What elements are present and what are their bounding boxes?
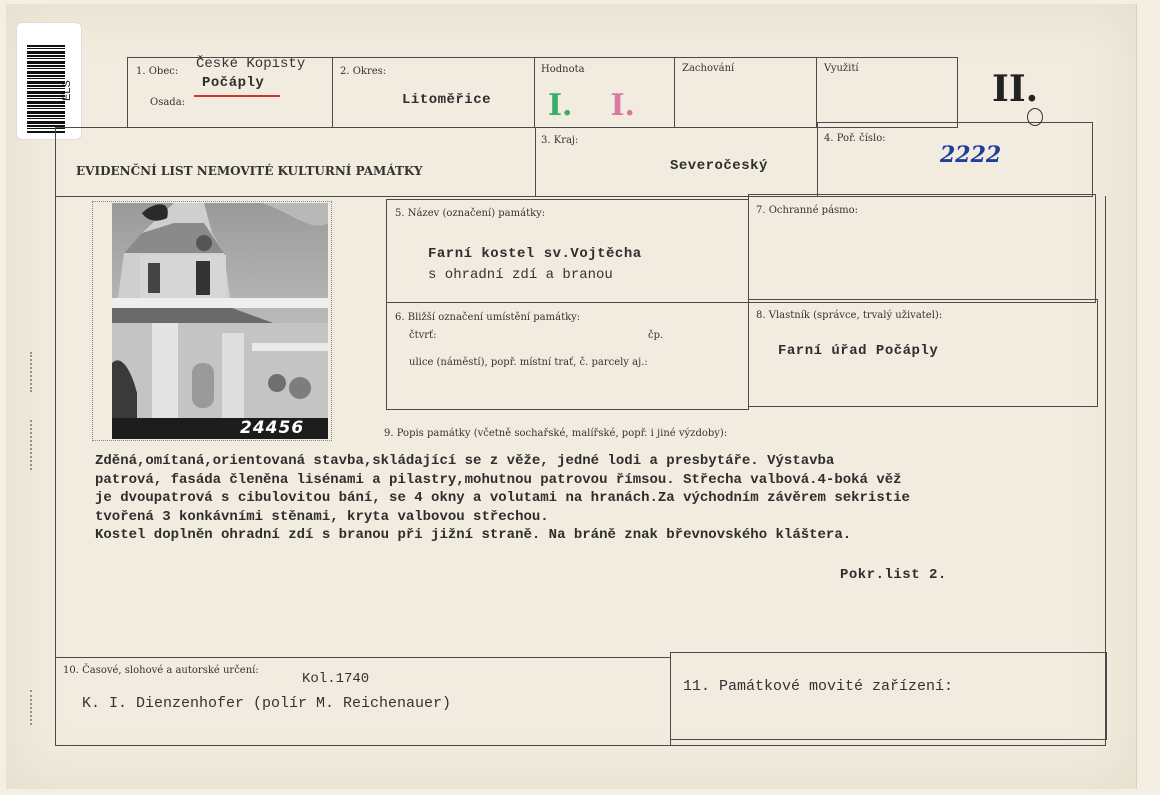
- obec-value: České Kopisty: [196, 56, 306, 72]
- vlastnik-label: 8. Vlastník (správce, trvalý uživatel):: [756, 310, 943, 321]
- osada-value: Počáply: [202, 75, 265, 91]
- nazev-line1: Farní kostel sv.Vojtěcha: [428, 246, 642, 262]
- barcode-sticker: [16, 22, 82, 140]
- obec-label: 1. Obec:: [136, 66, 179, 77]
- barcode-icon: [27, 45, 65, 133]
- binding-hole: [30, 420, 40, 470]
- vlastnik-value: Farní úřad Počáply: [778, 343, 939, 359]
- autor-value: K. I. Dienzenhofer (polír M. Reichenauer): [82, 695, 452, 712]
- form-title: EVIDENČNÍ LIST NEMOVITÉ KULTURNÍ PAMÁTKY: [76, 164, 423, 178]
- hodnota-label: Hodnota: [541, 64, 585, 75]
- cp-label: čp.: [648, 330, 664, 341]
- nazev-label: 5. Název (označení) památky:: [395, 208, 546, 219]
- barcode-label: ELS: [61, 80, 73, 101]
- popis-line: patrová, fasáda členěna lisénami a pilastry,mohutnou patrovou římsou. Střecha valbová.4-boká věž: [95, 471, 902, 488]
- datace-value: Kol.1740: [302, 671, 370, 687]
- pasmo-label: 7. Ochranné pásmo:: [756, 205, 859, 216]
- umisteni-label: 6. Bližší označení umístění památky:: [395, 312, 581, 323]
- osada-label: Osada:: [150, 97, 186, 108]
- popis-line: Kostel doplněn ohradní zdí s branou při jižní straně. Na bráně znak břevnovského kláštera.: [95, 527, 852, 543]
- movite-label: 11. Památkové movité zařízení:: [683, 678, 954, 695]
- pokr-note: Pokr.list 2.: [840, 567, 947, 583]
- kraj-value: Severočeský: [670, 158, 768, 174]
- ctvrt-label: čtvrť:: [409, 330, 437, 341]
- nazev-line2: s ohradní zdí a branou: [428, 267, 613, 283]
- church-photo: [112, 203, 328, 439]
- popis-line: je dvoupatrová s cibulovitou bání, se 4 okny a volutami na hranách.Za východním závěrem sekristie: [95, 490, 910, 506]
- zachovani-label: Zachování: [682, 63, 735, 74]
- binding-hole: [30, 352, 40, 392]
- okres-value: Litoměřice: [402, 92, 492, 108]
- movite-box: [670, 652, 1107, 740]
- vyuziti-label: Využití: [824, 63, 859, 74]
- osada-underline: [194, 95, 280, 97]
- title-box: [55, 127, 536, 197]
- urceni-label: 10. Časové, slohové a autorské určení:: [63, 665, 259, 676]
- kraj-label: 3. Kraj:: [541, 135, 579, 146]
- por-cislo-value: 2222: [940, 142, 1002, 168]
- popis-line: Zděná,omítaná,orientovaná stavba,skládající se z věže, jedné lodi a presbytáře. Výstavba: [95, 453, 835, 469]
- popis-line: tvořená 3 konkávními stěnami, kryta valbovou střechou.: [95, 508, 549, 525]
- hodnota-value: I. I.: [548, 88, 635, 123]
- church-photo-image: [112, 203, 328, 439]
- photo-number: 24456: [240, 418, 305, 438]
- ulice-label: ulice (náměstí), popř. místní trať, č. parcely aj.:: [409, 357, 648, 368]
- popis-label: 9. Popis památky (včetně sochařské, malířské, popř. i jiné výzdoby):: [384, 428, 728, 439]
- por-cislo-label: 4. Poř. číslo:: [824, 133, 886, 144]
- okres-label: 2. Okres:: [340, 66, 387, 77]
- circle-mark-icon: [1027, 108, 1043, 126]
- category-mark: II.: [992, 68, 1039, 110]
- binding-hole: [30, 690, 40, 725]
- popis-text: [95, 452, 1085, 545]
